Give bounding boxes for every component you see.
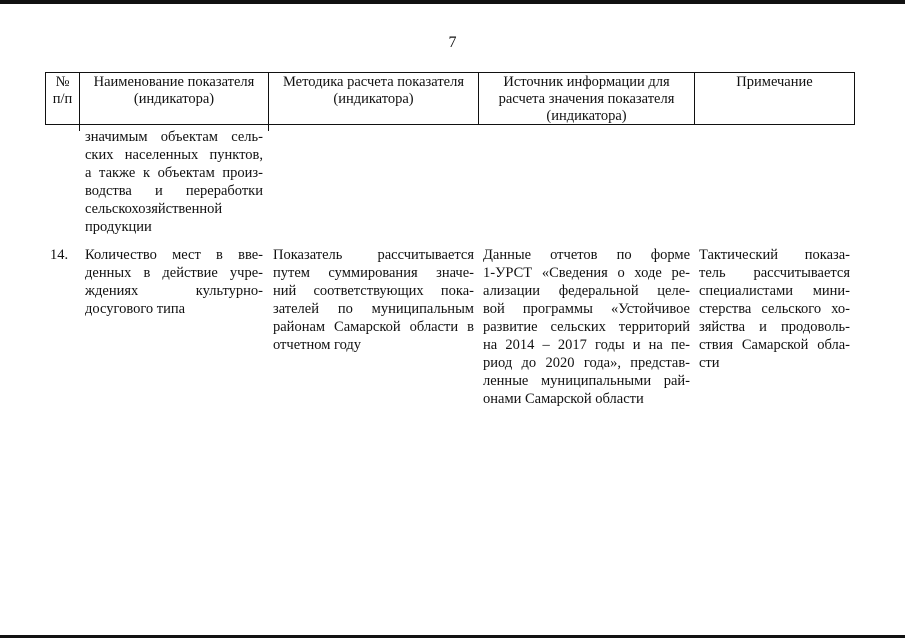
continuation-line: водства и переработки bbox=[85, 183, 263, 199]
note-line: ствия Самарской обла- bbox=[699, 337, 850, 353]
row-number: 14. bbox=[50, 247, 69, 263]
source-line: на 2014 – 2017 годы и на пе- bbox=[483, 337, 690, 353]
indicator-name-line: досугового типа bbox=[85, 301, 186, 317]
continuation-line: ских населенных пунктов, bbox=[85, 147, 263, 163]
continuation-line: продукции bbox=[85, 219, 152, 235]
header-cell-name bbox=[79, 72, 269, 125]
source-line: онами Самарской области bbox=[483, 391, 644, 407]
header-cell-number bbox=[45, 72, 80, 125]
source-line: ленные муниципальными рай- bbox=[483, 373, 690, 389]
note-line: специалистами мини- bbox=[699, 283, 850, 299]
note-line: Тактический показа- bbox=[699, 247, 850, 263]
header-source-line-2: расчета значения показателя bbox=[498, 91, 675, 107]
information-source-cell bbox=[483, 246, 690, 408]
method-line: путем суммирования значе- bbox=[273, 265, 474, 281]
header-method-line-1: Методика расчета показателя bbox=[282, 74, 464, 90]
header-cell-method bbox=[268, 72, 479, 125]
header-cell-source bbox=[478, 72, 695, 125]
indicator-name-cell bbox=[85, 246, 263, 318]
header-source-line-1: Источник информации для bbox=[503, 74, 670, 90]
top-scan-border bbox=[0, 0, 905, 4]
source-line: ализации федеральной целе- bbox=[483, 283, 690, 299]
note-line: стерства сельского хо- bbox=[699, 301, 850, 317]
method-line: Показатель рассчитывается bbox=[273, 247, 474, 263]
continuation-line: а также к объектам произ- bbox=[85, 165, 263, 181]
column-divider-stub bbox=[268, 124, 269, 131]
source-line: Данные отчетов по форме bbox=[483, 247, 690, 263]
source-line: развитие сельских территорий bbox=[483, 319, 690, 335]
continuation-name-cell bbox=[85, 128, 263, 236]
indicator-name-line: ждениях культурно- bbox=[85, 283, 263, 299]
note-line: зяйства и продоволь- bbox=[699, 319, 850, 335]
header-name-line-1: Наименование показателя bbox=[93, 74, 255, 90]
bottom-scan-border bbox=[0, 635, 905, 638]
method-line: районам Самарской области в bbox=[273, 319, 474, 335]
indicator-name-line: денных в действие учре- bbox=[85, 265, 263, 281]
header-note-line-1: Примечание bbox=[736, 74, 813, 90]
header-name-line-2: (индикатора) bbox=[133, 91, 215, 107]
header-source-line-3: (индикатора) bbox=[546, 108, 627, 124]
header-number-line-2: п/п bbox=[52, 91, 73, 107]
header-method-line-2: (индикатора) bbox=[333, 91, 414, 107]
row-number-cell bbox=[50, 246, 78, 264]
column-divider-stub bbox=[79, 124, 80, 131]
source-line: вой программы «Устойчивое bbox=[483, 301, 690, 317]
continuation-line: сельскохозяйственной bbox=[85, 201, 223, 217]
header-number-line-1: № bbox=[55, 74, 70, 90]
calculation-method-cell bbox=[273, 246, 474, 354]
note-line: тель рассчитывается bbox=[699, 265, 850, 281]
method-line: ний соответствующих пока- bbox=[273, 283, 474, 299]
method-line: отчетном году bbox=[273, 337, 362, 353]
source-line: 1-УРСТ «Сведения о ходе ре- bbox=[483, 265, 690, 281]
page-number: 7 bbox=[448, 34, 457, 51]
method-line: зателей по муниципальным bbox=[273, 301, 474, 317]
header-cell-note bbox=[694, 72, 855, 125]
source-line: риод до 2020 года», представ- bbox=[483, 355, 690, 371]
continuation-line: значимым объектам сель- bbox=[85, 129, 263, 145]
indicator-name-line: Количество мест в вве- bbox=[85, 247, 263, 263]
note-cell bbox=[699, 246, 850, 372]
note-line: сти bbox=[699, 355, 720, 371]
